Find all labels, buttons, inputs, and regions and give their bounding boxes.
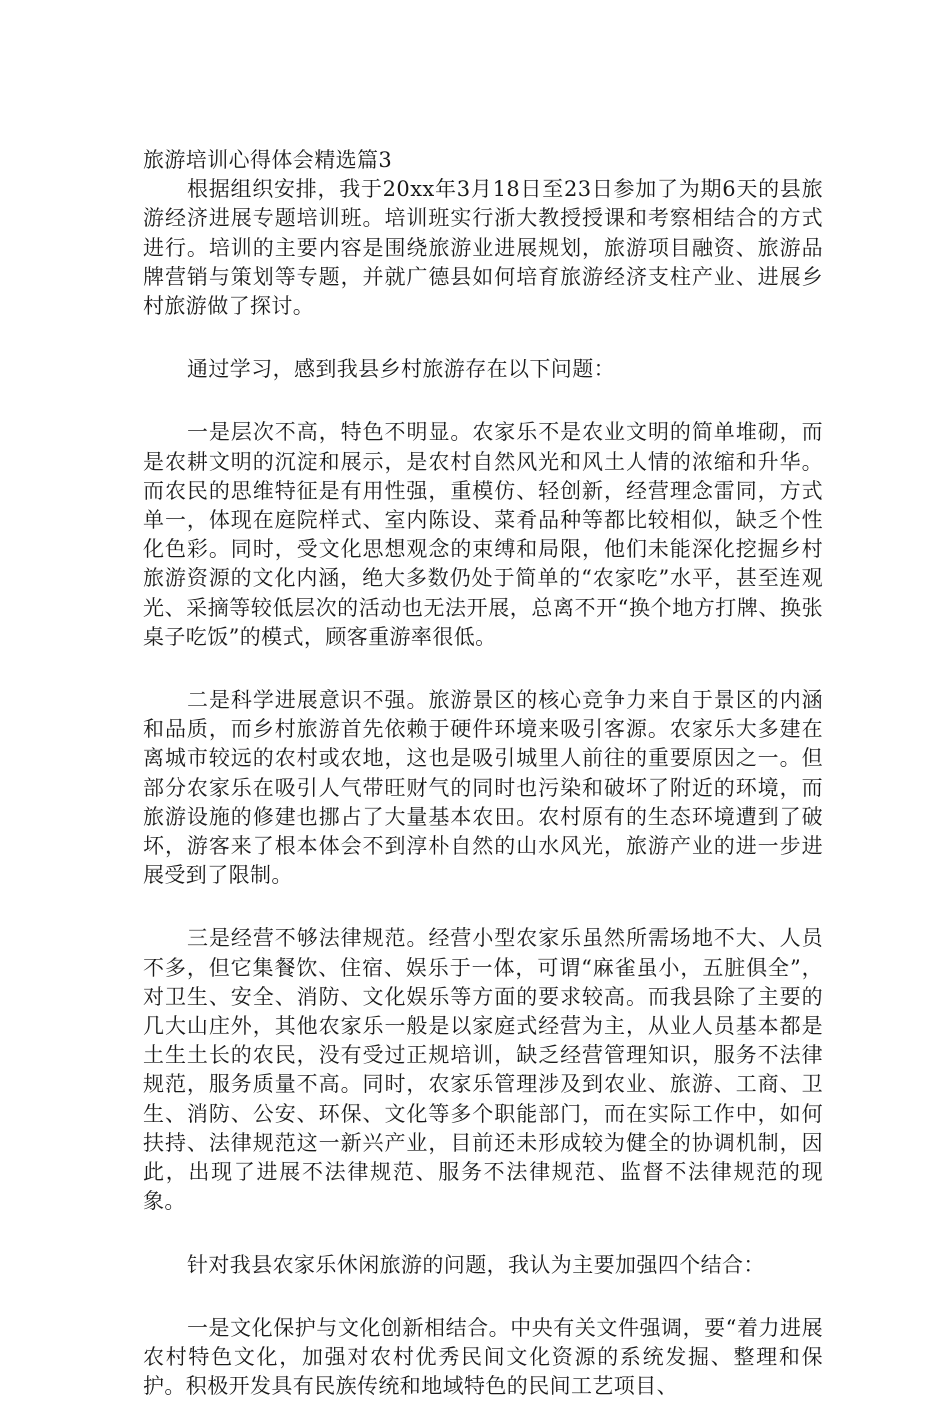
paragraph-intro: 根据组织安排，我于20xx年3月18日至23日参加了为期6天的县旅游经济进展专题培训班。培训班实行浙大教授授课和考察相结合的方式进行。培训的主要内容是围绕旅游业进展规划，旅游项目融资、旅游品牌营销与策划等专题，并就广德县如何培育旅游经济支柱产业、进展乡村旅游做了探讨。 xyxy=(143,177,823,319)
paragraph-problem-3: 三是经营不够法律规范。经营小型农家乐虽然所需场地不大、人员不多，但它集餐饮、住宿、娱乐于一体，可谓“麻雀虽小，五脏俱全”，对卫生、安全、消防、文化娱乐等方面的要求较高。而我县除了主要的几大山庄外，其他农家乐一般是以家庭式经营为主，从业人员基本都是土生土长的农民，没有受过正规培训，缺乏经营管理知识，服务不法律规范，服务质量不高。同时，农家乐管理涉及到农业、旅游、工商、卫生、消防、公安、环保、文化等多个职能部门，而在实际工作中，如何扶持、法律规范这一新兴产业，目前还未形成较为健全的协调机制，因此，出现了进展不法律规范、服务不法律规范、监督不法律规范的现象。 xyxy=(143,926,823,1214)
paragraph-solution-1: 一是文化保护与文化创新相结合。中央有关文件强调，要“着力进展农村特色文化，加强对农村优秀民间文化资源的系统发掘、整理和保护。积极开发具有民族传统和地域特色的民间工艺项目、 xyxy=(143,1315,823,1399)
paragraph-problem-2: 二是科学进展意识不强。旅游景区的核心竞争力来自于景区的内涵和品质，而乡村旅游首先依赖于硬件环境来吸引客源。农家乐大多建在离城市较远的农村或农地，这也是吸引城里人前往的重要原因之一。但部分农家乐在吸引人气带旺财气的同时也污染和破坏了附近的环境，而旅游设施的修建也挪占了大量基本农田。农村原有的生态环境遭到了破坏，游客来了根本体会不到淳朴自然的山水风光，旅游产业的进一步进展受到了限制。 xyxy=(143,688,823,888)
paragraph-problem-1: 一是层次不高，特色不明显。农家乐不是农业文明的简单堆砌，而是农耕文明的沉淀和展示，是农村自然风光和风土人情的浓缩和升华。而农民的思维特征是有用性强，重模仿、轻创新，经营理念雷同，方式单一，体现在庭院样式、室内陈设、菜肴品种等都比较相似，缺乏个性化色彩。同时，受文化思想观念的束缚和局限，他们未能深化挖掘乡村旅游资源的文化内涵，绝大多数仍处于简单的“农家吃”水平，甚至连观光、采摘等较低层次的活动也无法开展，总离不开“换个地方打牌、换张桌子吃饭”的模式，顾客重游率很低。 xyxy=(143,420,823,649)
paragraph-solutions-lead: 针对我县农家乐休闲旅游的问题，我认为主要加强四个结合： xyxy=(187,1252,765,1277)
document-body xyxy=(143,146,823,1401)
paragraph-problems-lead: 通过学习，感到我县乡村旅游存在以下问题： xyxy=(187,357,615,382)
document-title: 旅游培训心得体会精选篇3 xyxy=(143,148,393,172)
